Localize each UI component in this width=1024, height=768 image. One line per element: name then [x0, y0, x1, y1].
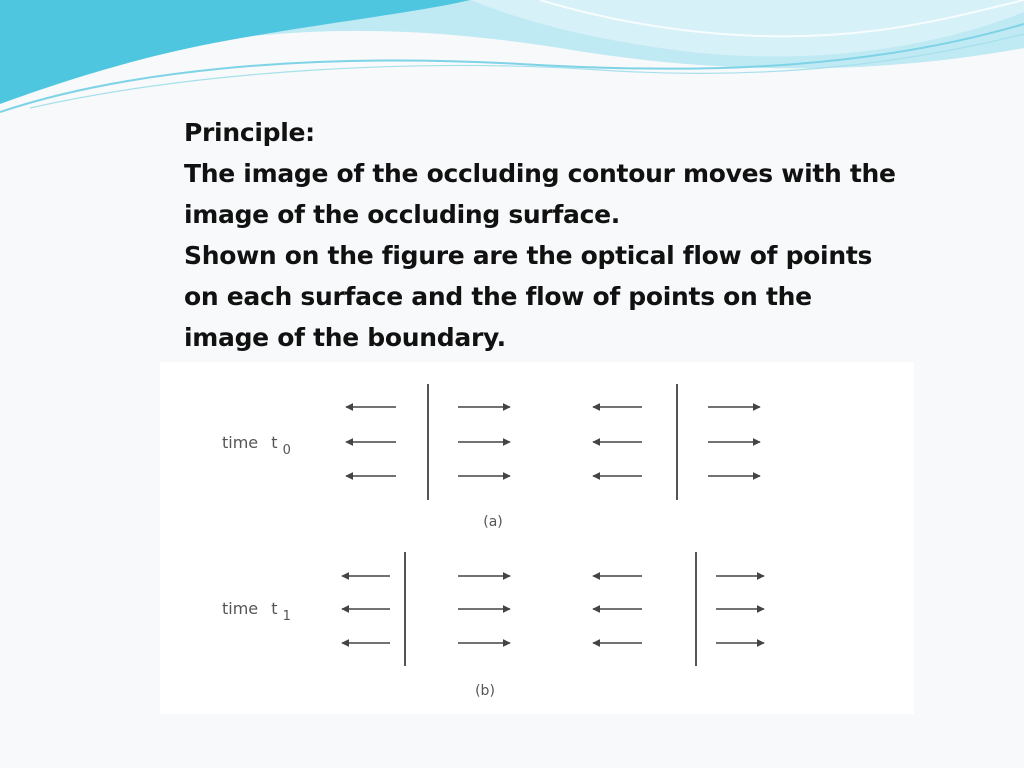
- caption-b: (b): [475, 683, 495, 699]
- figure-panel-a: [222, 384, 760, 530]
- header-wave-decoration: [0, 0, 1024, 130]
- time-label-b: time t $_1$: [222, 599, 291, 624]
- caption-a: (a): [483, 514, 503, 530]
- principle-heading: Principle:: [184, 118, 315, 147]
- time-label-a: time t $_0$: [222, 433, 291, 458]
- slide-body-text: [184, 112, 904, 358]
- flow-arrows-a: [346, 407, 760, 476]
- figure-panel-b: [222, 552, 764, 699]
- principle-paragraph-2: Shown on the figure are the optical flow of points on each surface and the flow of points on the image of the boundary.: [184, 241, 873, 352]
- principle-paragraph-1: The image of the occluding contour moves with the image of the occluding surface.: [184, 159, 896, 229]
- optical-flow-figure: [160, 362, 914, 714]
